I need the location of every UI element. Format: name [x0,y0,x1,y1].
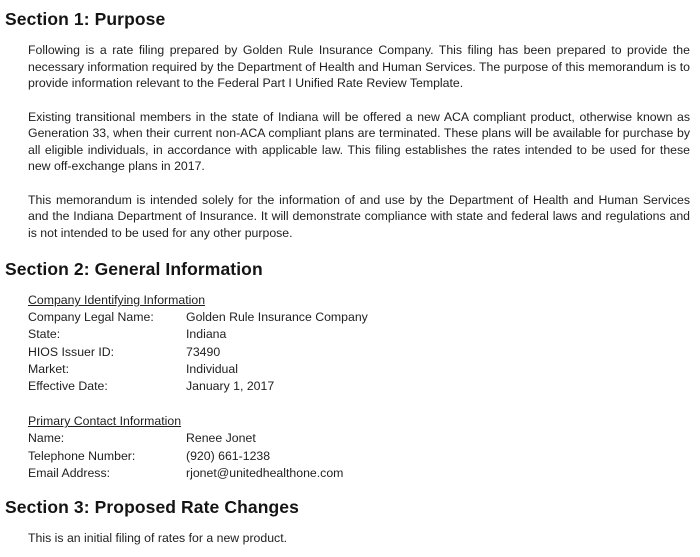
field-row-company-legal-name [28,309,690,326]
company-identifying-information [5,292,690,395]
primary-contact-information-title: Primary Contact Information [28,414,182,429]
field-label: Effective Date: [28,379,108,394]
field-row-effective-date [28,378,690,395]
field-label: Market: [28,361,69,376]
field-row-market [28,361,690,378]
field-row-state [28,326,690,343]
section-2-heading: Section 2: General Information [5,259,263,279]
field-label: HIOS Issuer ID: [28,344,115,359]
field-label: Email Address: [28,466,111,481]
field-label: Telephone Number: [28,448,136,463]
field-row-telephone-number [28,448,690,465]
field-value: Renee Jonet [186,431,256,446]
field-label: State: [28,327,61,342]
field-value: Indiana [186,327,227,342]
field-row-hios-issuer-id [28,344,690,361]
section-1-heading: Section 1: Purpose [5,9,166,29]
section-purpose [5,8,690,241]
field-value: rjonet@unitedhealthone.com [186,466,344,481]
field-value: Golden Rule Insurance Company [186,310,368,324]
field-row-contact-name [28,430,690,447]
field-label: Company Legal Name: [28,310,154,324]
proposed-rate-changes-paragraph: This is an initial filing of rates for a new product. [28,531,288,546]
field-row-email-address [28,465,690,482]
section-3-heading: Section 3: Proposed Rate Changes [5,497,299,518]
section-general-information [5,258,690,482]
field-label: Name: [28,431,65,446]
field-value: 73490 [186,344,221,359]
field-value: (920) 661-1238 [186,448,271,463]
section-proposed-rate-changes [5,496,690,547]
field-value: Individual [186,361,238,376]
company-identifying-information-title: Company Identifying Information [28,293,206,307]
purpose-paragraph-1: Following is a rate filing prepared by Golden Rule Insurance Company. This filing has been prepared to provide the necessary information required by the Department of Health and Human Services. The purpose of this memorandum is to provide information relevant to the Federal Part I Unified Rate Review Template. [28,43,690,90]
purpose-paragraph-3: This memorandum is intended solely for the information of and use by the Department of Health and Human Services and the Indiana Department of Insurance. It will demonstrate compliance with state and federal laws and regulations and is not intended to be used for any other purpose. [28,192,690,240]
purpose-paragraph-2: Existing transitional members in the state of Indiana will be offered a new ACA compliant product, otherwise known as Generation 33, when their current non-ACA compliant plans are terminated. These plans will be available for purchase by all eligible individuals, in accordance with applicable law. This filing establishes the rates intended to be used for these new off-exchange plans in 2017. [28,109,690,173]
primary-contact-information [5,413,690,482]
field-value: January 1, 2017 [186,379,275,394]
